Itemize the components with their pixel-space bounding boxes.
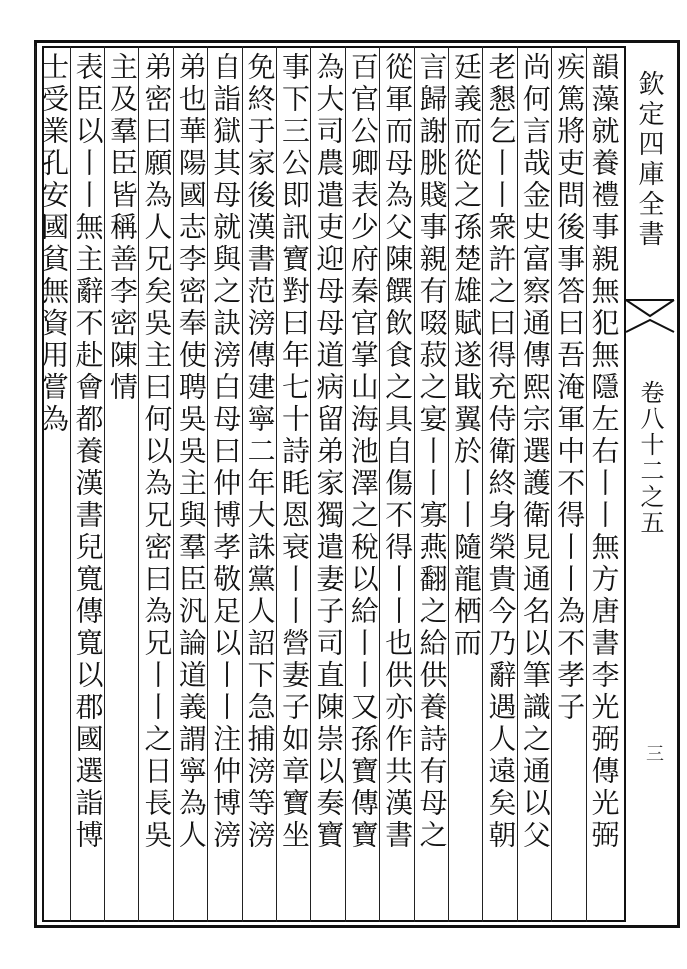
column-rule	[345, 46, 346, 922]
column-rule	[448, 46, 449, 922]
column-text: 士受業孔安國貧無資用嘗為	[36, 52, 70, 436]
column-rule	[482, 46, 483, 922]
column-text: 事下三公即訊寶對曰年七十詩眊恩衰丨丨營妻子如章寶坐	[277, 52, 310, 852]
column-text: 主及羣臣皆稱善李密陳情	[105, 52, 138, 404]
column-rule	[104, 46, 105, 922]
column-rule	[276, 46, 277, 922]
column-rule	[35, 46, 36, 922]
column-text: 弟也華陽國志李密奉使聘吳吳主與羣臣汎論道義謂寧為人	[173, 52, 207, 852]
column-rule	[517, 46, 518, 922]
column-rule	[242, 46, 243, 922]
column-text: 為大司農遣吏迎母母道病留弟家獨遣妻子司直陳崇以奏寶	[311, 52, 345, 852]
volume-label: 卷八十二之五	[636, 380, 664, 536]
column-text: 尚何言哉金史富察通傳熙宗選護衛見通名以筆識之通以父	[517, 52, 551, 852]
column-rule	[207, 46, 208, 922]
text-column	[207, 52, 241, 914]
text-column	[551, 52, 585, 914]
text-column	[35, 52, 69, 914]
column-rule	[70, 46, 71, 922]
inner-rule-bottom	[44, 920, 624, 922]
column-text: 廷義而從之孫楚雄賦遂戢翼於丨丨隨龍栖而	[449, 52, 482, 660]
text-column	[345, 52, 379, 914]
text-column	[448, 52, 482, 914]
book-title: 欽定四庫全書	[634, 70, 664, 250]
page-number: 三	[646, 744, 664, 765]
column-text: 免終于家後漢書范滂傳建寧二年大誅黨人詔下急捕滂等滂	[242, 52, 276, 852]
text-column	[242, 52, 276, 914]
column-text: 從軍而母為父陳饌飲食之具自傷不得丨丨也供亦作共漢書	[380, 52, 414, 852]
column-text: 疾篤將吏問後事答曰吾淹軍中不得丨丨為不孝子	[552, 52, 586, 724]
column-rule	[173, 46, 174, 922]
text-column	[310, 52, 344, 914]
fish-tail-ornament	[624, 296, 676, 336]
column-rule	[414, 46, 415, 922]
text-column	[70, 52, 104, 914]
text-column	[104, 52, 138, 914]
column-text: 老懇乞丨丨衆許之曰得充侍衛終身榮貴今乃辭遇人遠矣朝	[483, 52, 517, 852]
text-column	[517, 52, 551, 914]
text-column	[482, 52, 516, 914]
text-column	[414, 52, 448, 914]
column-text: 百官公卿表少府秦官掌山海池澤之稅以給丨丨又孫寶傳寶	[345, 52, 379, 852]
column-text: 自詣獄其母就與之訣滂白母曰仲博孝敬足以丨丨注仲博滂	[208, 52, 242, 852]
column-rule	[138, 46, 139, 922]
column-text: 弟密曰願為人兄矣吳主曰何以為兄密曰為兄丨丨之日長吳	[139, 52, 173, 852]
column-rule	[586, 46, 587, 922]
column-text: 表臣以丨丨無主辭不赴會都養漢書兒寬傳寬以郡國選詣博	[70, 52, 104, 852]
text-column	[379, 52, 413, 914]
column-rule	[551, 46, 552, 922]
text-column	[586, 52, 620, 914]
column-text: 言歸謝朓賤事親有啜菽之宴丨丨寡燕翻之給供養詩有母之	[414, 52, 448, 852]
column-rule	[379, 46, 380, 922]
text-column	[138, 52, 172, 914]
column-rule	[310, 46, 311, 922]
column-text: 韻藻就養禮事親無犯無隱左右丨丨無方唐書李光弼傳光弼	[586, 52, 620, 852]
text-column	[173, 52, 207, 914]
inner-rule-top	[44, 46, 624, 48]
text-column	[276, 52, 310, 914]
